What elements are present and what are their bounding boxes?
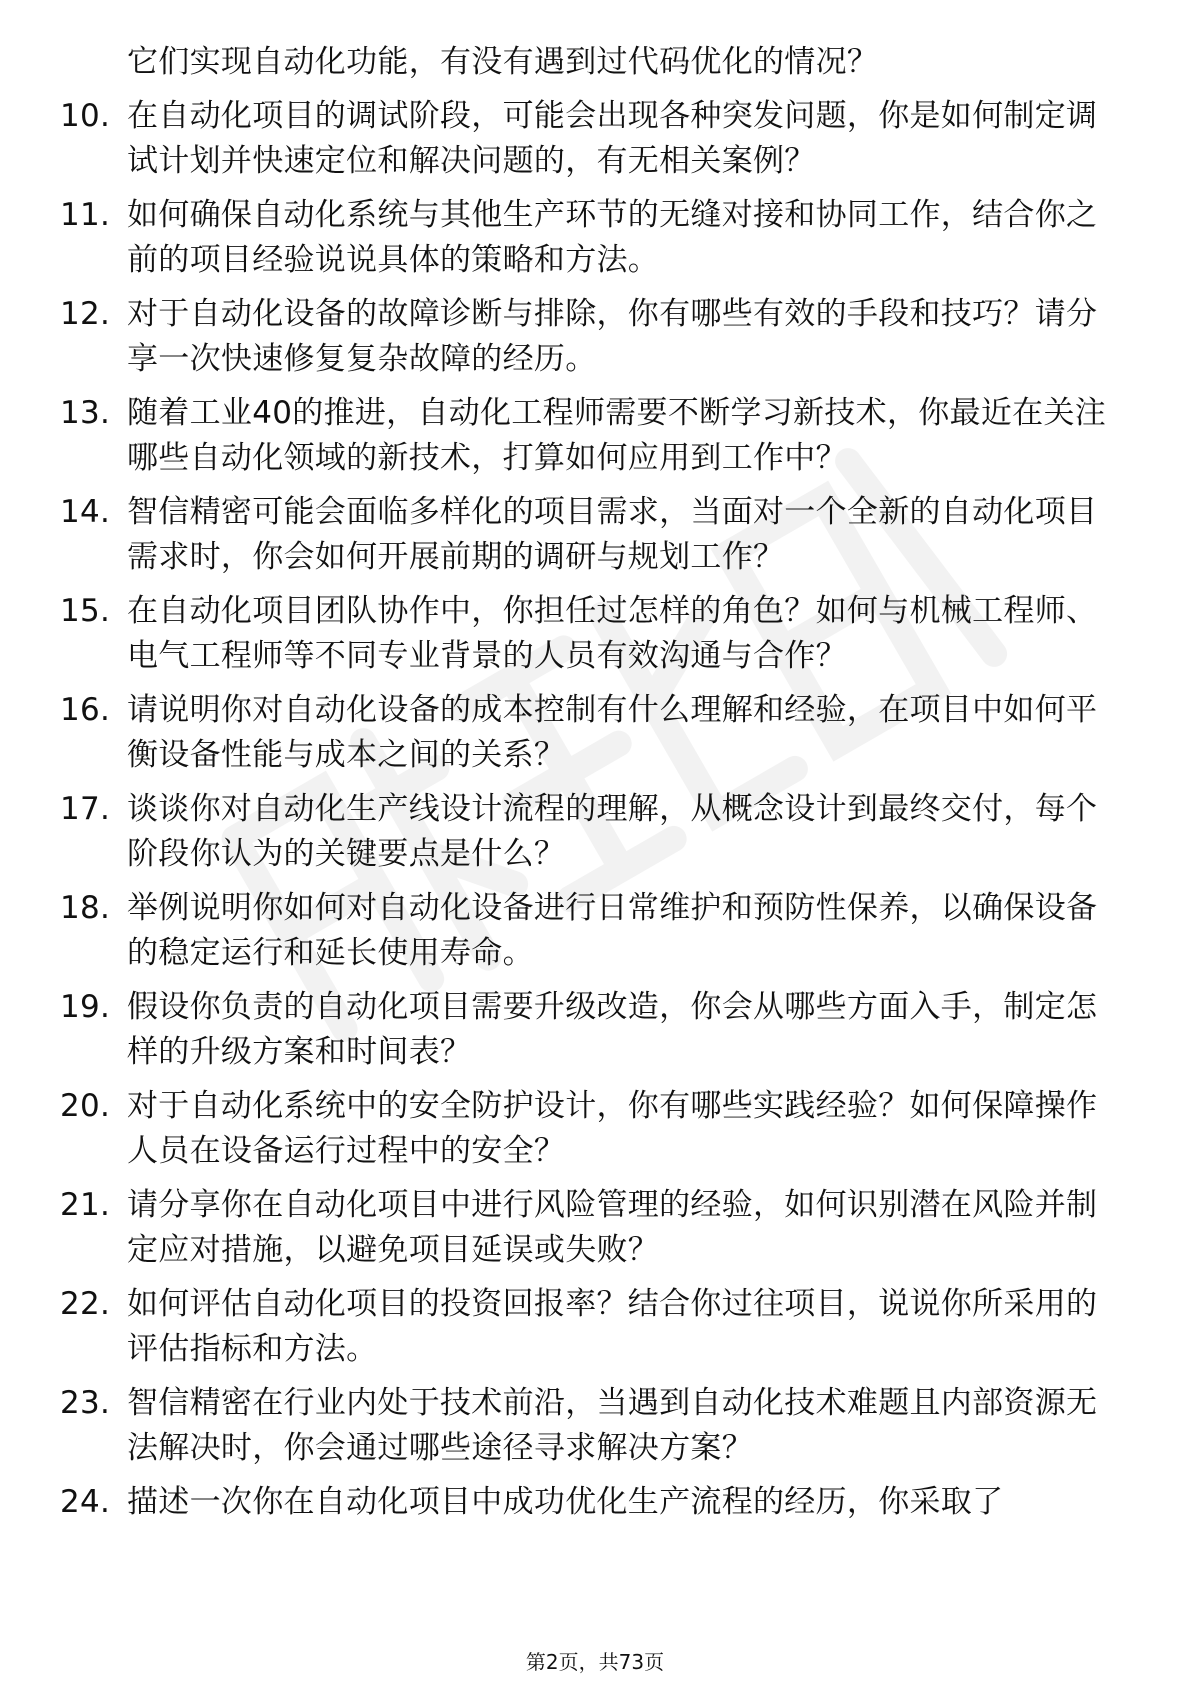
question-item [60, 490, 1110, 580]
question-number: 21. [60, 1187, 111, 1223]
question-item [60, 1381, 1110, 1471]
question-number: 14. [60, 494, 111, 530]
question-list [60, 40, 1110, 1534]
question-number: 22. [60, 1286, 111, 1322]
question-number: 23. [60, 1385, 111, 1421]
continuation-paragraph: 它们实现自动化功能，有没有遇到过代码优化的情况？ [127, 44, 879, 80]
question-item [60, 1282, 1110, 1372]
question-number: 16. [60, 692, 111, 728]
question-text: 描述一次你在自动化项目中成功优化生产流程的经历，你采取了 [127, 1484, 1004, 1520]
question-item [60, 391, 1110, 481]
question-text: 随着工业40的推进，自动化工程师需要不断学习新技术，你最近在关注哪些自动化领域的新技术，打算如何应用到工作中？ [127, 395, 1107, 476]
question-item [60, 1183, 1110, 1273]
question-text: 对于自动化设备的故障诊断与排除，你有哪些有效的手段和技巧？请分享一次快速修复复杂故障的经历。 [127, 296, 1098, 377]
question-text: 请分享你在自动化项目中进行风险管理的经验，如何识别潜在风险并制定应对措施，以避免项目延误或失败？ [127, 1187, 1098, 1268]
question-item [60, 1480, 1110, 1525]
question-number: 20. [60, 1088, 111, 1124]
question-item [60, 193, 1110, 283]
question-text: 在自动化项目的调试阶段，可能会出现各种突发问题，你是如何制定调试计划并快速定位和解决问题的，有无相关案例？ [127, 98, 1098, 179]
question-text: 举例说明你如何对自动化设备进行日常维护和预防性保养，以确保设备的稳定运行和延长使用寿命。 [127, 890, 1098, 971]
question-item [60, 1084, 1110, 1174]
question-text: 请说明你对自动化设备的成本控制有什么理解和经验，在项目中如何平衡设备性能与成本之间的关系？ [127, 692, 1098, 773]
question-text: 如何确保自动化系统与其他生产环节的无缝对接和协同工作，结合你之前的项目经验说说具体的策略和方法。 [127, 197, 1098, 278]
question-item [60, 589, 1110, 679]
question-item [60, 985, 1110, 1075]
question-item [60, 688, 1110, 778]
question-number: 19. [60, 989, 111, 1025]
question-text: 如何评估自动化项目的投资回报率？结合你过往项目，说说你所采用的评估指标和方法。 [127, 1286, 1098, 1367]
question-text: 假设你负责的自动化项目需要升级改造，你会从哪些方面入手，制定怎样的升级方案和时间表？ [127, 989, 1098, 1070]
question-item [60, 292, 1110, 382]
question-number: 18. [60, 890, 111, 926]
question-text: 谈谈你对自动化生产线设计流程的理解，从概念设计到最终交付，每个阶段你认为的关键要点是什么？ [127, 791, 1098, 872]
question-number: 11. [60, 197, 111, 233]
question-item [60, 886, 1110, 976]
question-text: 在自动化项目团队协作中，你担任过怎样的角色？如何与机械工程师、电气工程师等不同专业背景的人员有效沟通与合作？ [127, 593, 1098, 674]
page-footer: 第2页，共73页 [525, 1650, 665, 1674]
question-number: 24. [60, 1484, 111, 1520]
question-item [60, 787, 1110, 877]
question-text: 对于自动化系统中的安全防护设计，你有哪些实践经验？如何保障操作人员在设备运行过程中的安全？ [127, 1088, 1098, 1169]
question-number: 15. [60, 593, 111, 629]
question-text: 智信精密可能会面临多样化的项目需求，当面对一个全新的自动化项目需求时，你会如何开展前期的调研与规划工作？ [127, 494, 1098, 575]
question-number: 10. [60, 98, 111, 134]
question-number: 12. [60, 296, 111, 332]
question-text: 智信精密在行业内处于技术前沿，当遇到自动化技术难题且内部资源无法解决时，你会通过哪些途径寻求解决方案？ [127, 1385, 1098, 1466]
question-item [60, 94, 1110, 184]
question-number: 17. [60, 791, 111, 827]
question-number: 13. [60, 395, 111, 431]
